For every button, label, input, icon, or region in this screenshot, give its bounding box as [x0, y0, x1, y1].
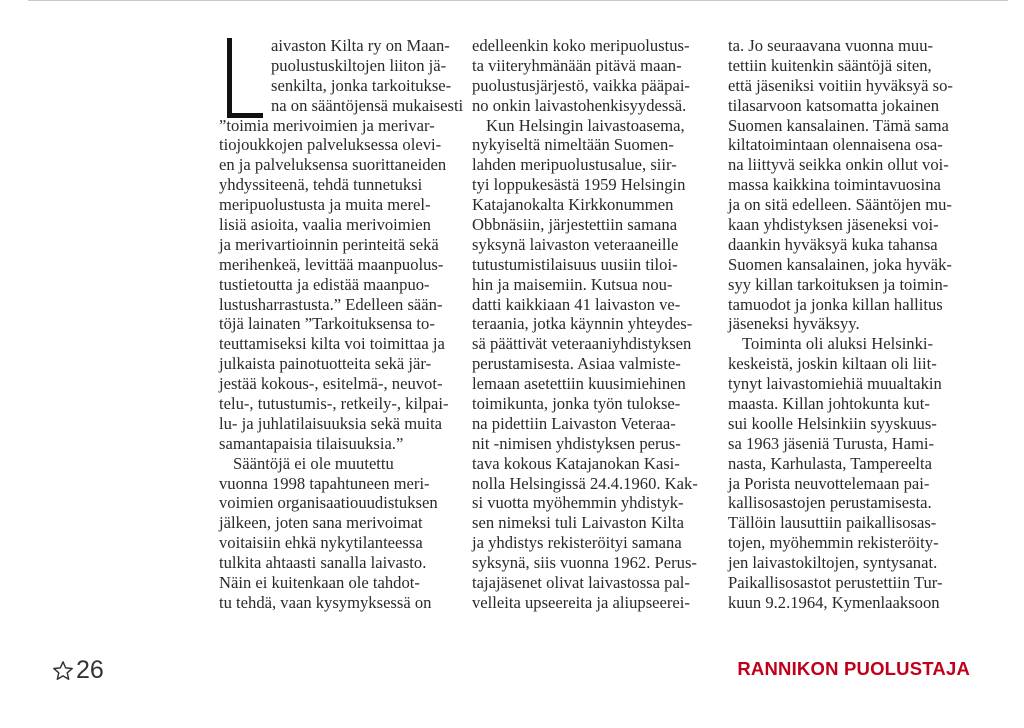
text-line: voimien organisaatiouudistuksen: [219, 493, 438, 513]
text-line: ta viiteryhmänään pitävä maan-: [472, 55, 682, 75]
text-line: ja Porista neuvottelemaan pai-: [728, 473, 930, 493]
text-line: na pidettiin Laivaston Veteraa-: [472, 413, 676, 433]
article-column-2: [472, 36, 717, 613]
text-line: ja yhdistys rekisteröityi samana: [472, 533, 682, 553]
text-line: telu-, tutustumis-, retkeily-, kilpai-: [219, 394, 449, 414]
text-line: massa kaikkina toimintavuosina: [728, 175, 941, 195]
text-line: Suomen kansalainen. Tämä sama: [728, 115, 949, 135]
text-line: Paikallisosastot perustettiin Tur-: [728, 573, 943, 593]
text-line: teuttamiseksi kilta voi toimittaa ja: [219, 334, 445, 354]
text-line: kaan yhdistyksen jäseneksi voi-: [728, 215, 939, 235]
text-line: aivaston Kilta ry on Maan-: [271, 36, 450, 55]
text-line: ta. Jo seuraavana vuonna muu-: [728, 36, 934, 55]
text-line: lu- ja juhlatilaisuuksia sekä muita: [219, 413, 443, 433]
text-line: ja merivartioinnin perinteitä sekä: [219, 234, 439, 254]
text-line: perustamisesta. Asiaa valmiste-: [472, 354, 681, 374]
text-line: daankin hyväksyä kuka tahansa: [728, 234, 938, 254]
text-line: tynyt laivastomiehiä muualtakin: [728, 374, 942, 394]
text-line: Toiminta oli aluksi Helsinki-: [742, 334, 934, 354]
text-line: ja on sitä edelleen. Sääntöjen mu-: [728, 195, 952, 215]
text-line: syksynä laivaston veteraaneille: [472, 234, 679, 254]
text-line: tilasarvoon katsomatta jokainen: [728, 95, 940, 115]
text-line: sä päättivät veteraaniyhdistyksen: [472, 334, 692, 354]
text-line: toimikunta, jonka työn tulokse-: [472, 394, 681, 414]
text-line: teraania, jotka käynnin yhteydes-: [472, 314, 693, 334]
text-line: edelleenkin koko meripuolustus-: [472, 36, 690, 55]
text-line: että jäseniksi voitiin hyväksyä so-: [728, 75, 953, 95]
text-line: tyi loppukesästä 1959 Helsingin: [472, 175, 686, 195]
text-line: keskeistä, joskin kiltaan oli liit-: [728, 354, 937, 374]
text-line: maasta. Killan johtokunta kut-: [728, 394, 930, 414]
text-line: na liittyvä seikka onkin ollut voi-: [728, 155, 949, 175]
text-line: tettiin kuitenkin sääntöjä siten,: [728, 55, 932, 75]
text-line: velleita upseereita ja aliupseerei-: [472, 592, 690, 612]
text-line: Suomen kansalainen, joka hyväk-: [728, 254, 952, 274]
text-line: voitaisiin ehkä nykytilanteessa: [219, 533, 423, 553]
text-line: senkilta, jonka tarkoitukse-: [271, 75, 452, 95]
text-line: na on sääntöjensä mukaisesti: [271, 95, 464, 115]
text-line: tutustumistilaisuus uusiin tiloi-: [472, 254, 678, 274]
text-line: Näin ei kuitenkaan ole tahdot-: [219, 573, 420, 593]
text-line: tamuodot ja jonka killan hallitus: [728, 294, 943, 314]
text-line: lemaan asetettiin kuusimiehinen: [472, 374, 686, 394]
text-line: ”toimia merivoimien ja merivar-: [219, 115, 435, 135]
text-line: no onkin laivastohenkisyydessä.: [472, 95, 687, 115]
text-line: jäseneksi hyväksyy.: [728, 314, 860, 334]
article-column-1: [219, 36, 464, 613]
text-line: lustusharrastusta.” Edelleen sään-: [219, 294, 443, 314]
text-line: jälkeen, joten sana merivoimat: [219, 513, 423, 533]
text-line: en ja palveluksensa suorittaneiden: [219, 155, 447, 175]
text-line: sa 1963 jäseniä Turusta, Hami-: [728, 433, 935, 453]
text-line: Kun Helsingin laivastoasema,: [486, 115, 685, 135]
text-line: kiltatoimintaan olennaisena osa-: [728, 135, 943, 155]
page-number: 26: [76, 656, 104, 684]
text-line: Obbnäsiin, järjestettiin samana: [472, 215, 678, 235]
text-line: sen nimeksi tuli Laivaston Kilta: [472, 513, 684, 533]
text-line: Sääntöjä ei ole muutettu: [233, 453, 394, 473]
text-line: tu tehdä, vaan kysymyksessä on: [219, 592, 432, 612]
text-line: nykyiseltä nimeltään Suomen-: [472, 135, 674, 155]
text-line: tojen, myöhemmin rekisteröity-: [728, 533, 939, 553]
text-line: syksynä, siis vuonna 1962. Perus-: [472, 553, 697, 573]
text-line: nolla Helsingissä 24.4.1960. Kak-: [472, 473, 698, 493]
text-line: lahden meripuolustusalue, siir-: [472, 155, 677, 175]
top-rule: [28, 0, 1008, 1]
text-line: datti kaikkiaan 41 laivaston ve-: [472, 294, 681, 314]
text-line: kuun 9.2.1964, Kymenlaaksoon: [728, 592, 940, 612]
text-line: nit -nimisen yhdistyksen perus-: [472, 433, 681, 453]
text-line: tustietoutta ja edistää maanpuo-: [219, 274, 430, 294]
text-line: vuonna 1998 tapahtuneen meri-: [219, 473, 430, 493]
text-line: lisiä asioita, vaalia merivoimien: [219, 215, 431, 235]
text-line: Katajanokalta Kirkkonummen: [472, 195, 674, 215]
text-line: syy killan tarkoituksen ja toimin-: [728, 274, 949, 294]
text-line: tulkita ahtaasti sanalla laivasto.: [219, 553, 427, 573]
text-line: samantapaisia tilaisuuksia.”: [219, 433, 404, 453]
text-line: tajajäsenet olivat laivastossa pal-: [472, 573, 690, 593]
star-outline-icon: [52, 660, 74, 682]
text-line: Tällöin lausuttiin paikallisosas-: [728, 513, 937, 533]
text-line: tiojoukkojen palveluksessa olevi-: [219, 135, 442, 155]
text-line: julkaista painotuotteita sekä jär-: [219, 354, 432, 374]
text-line: jen laivastokiltojen, syntysanat.: [728, 553, 938, 573]
text-line: sui koolle Helsinkiin syyskuus-: [728, 413, 937, 433]
text-line: meripuolustusta ja muita merel-: [219, 195, 431, 215]
text-line: kallisosastojen perustamisesta.: [728, 493, 932, 513]
text-line: puolustusjärjestö, vaikka pääpai-: [472, 75, 690, 95]
text-line: töjä lainaten ”Tarkoituksensa to-: [219, 314, 435, 334]
article-column-3: [728, 36, 973, 613]
page-folio: [52, 656, 104, 685]
text-line: nasta, Karhulasta, Tampereelta: [728, 453, 933, 473]
text-line: merihenkeä, levittää maanpuolus-: [219, 254, 444, 274]
text-line: si vuotta myöhemmin yhdistyk-: [472, 493, 684, 513]
text-line: tava kokous Katajanokan Kasi-: [472, 453, 680, 473]
text-line: yhdyssiteenä, tehdä tunnetuksi: [219, 175, 423, 195]
text-line: hin ja maisemiin. Kutsua nou-: [472, 274, 673, 294]
text-line: jestää kokous-, esitelmä-, neuvot-: [219, 374, 443, 394]
magazine-title: RANNIKON PUOLUSTAJA: [737, 658, 970, 679]
text-line: puolustuskiltojen liiton jä-: [271, 55, 447, 75]
